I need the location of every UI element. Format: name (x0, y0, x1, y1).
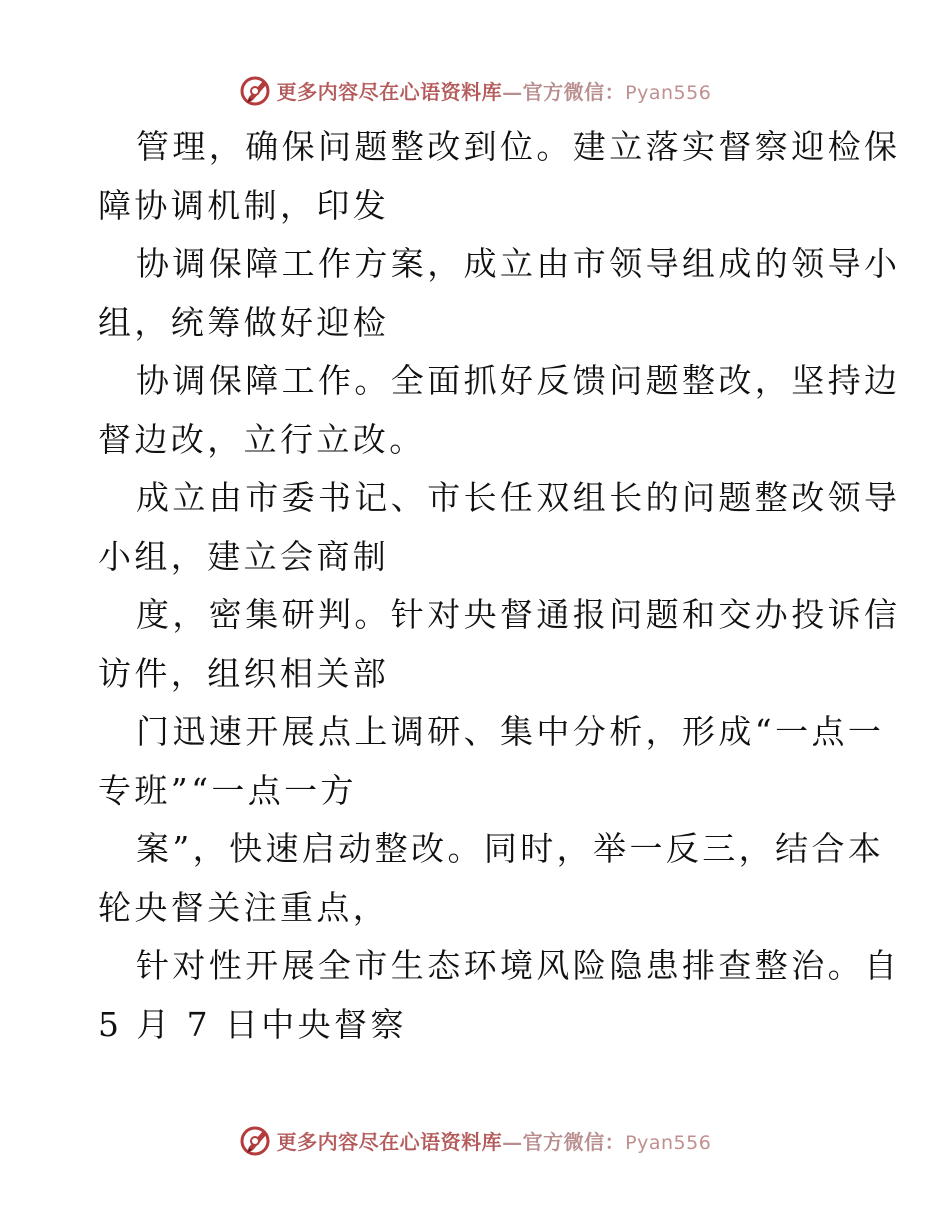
text-line-11: 门迅速开展点上调研、集中分析，形成“一点一 (136, 712, 885, 751)
text-line-12: 专班”“一点一方 (98, 770, 357, 810)
watermark-text (277, 1126, 712, 1155)
text-line-13: 案”，快速启动整改。同时，举一反三，结合本 (136, 829, 885, 868)
watermark-text (277, 76, 712, 105)
watermark-middle: —官方微信： (502, 79, 626, 104)
watermark-id: Pyan556 (625, 81, 712, 104)
text-line-2: 障协调机制，印发 (98, 185, 390, 225)
text-line-3: 协调保障工作方案，成立由市领导组成的领导小 (136, 244, 901, 283)
text-line-5: 协调保障工作。全面抓好反馈问题整改，坚持边 (136, 361, 901, 400)
footer-watermark (0, 1120, 950, 1160)
text-line-10: 访件，组织相关部 (98, 653, 390, 693)
text-line-8: 小组，建立会商制 (98, 536, 390, 576)
text-line-14: 轮央督关注重点， (98, 887, 390, 927)
text-line-7: 成立由市委书记、市长任双组长的问题整改领导 (136, 478, 901, 517)
watermark-id: Pyan556 (625, 1131, 712, 1154)
watermark-prefix: 更多内容尽在心语资料库 (276, 79, 503, 104)
header-watermark (0, 70, 950, 110)
pen-logo-icon (239, 73, 273, 107)
document-body (98, 118, 901, 1054)
watermark-middle: —官方微信： (502, 1129, 626, 1154)
text-line-4: 组，统筹做好迎检 (98, 302, 390, 342)
text-line-1: 管理，确保问题整改到位。建立落实督察迎检保 (136, 127, 901, 166)
text-line-6: 督边改，立行立改。 (98, 419, 426, 459)
watermark-prefix: 更多内容尽在心语资料库 (276, 1129, 503, 1154)
text-line-16: 5 月 7 日中央督察 (98, 1004, 407, 1044)
pen-logo-icon (239, 1123, 273, 1157)
text-line-15: 针对性开展全市生态环境风险隐患排查整治。自 (136, 946, 901, 985)
text-line-9: 度，密集研判。针对央督通报问题和交办投诉信 (136, 595, 901, 634)
